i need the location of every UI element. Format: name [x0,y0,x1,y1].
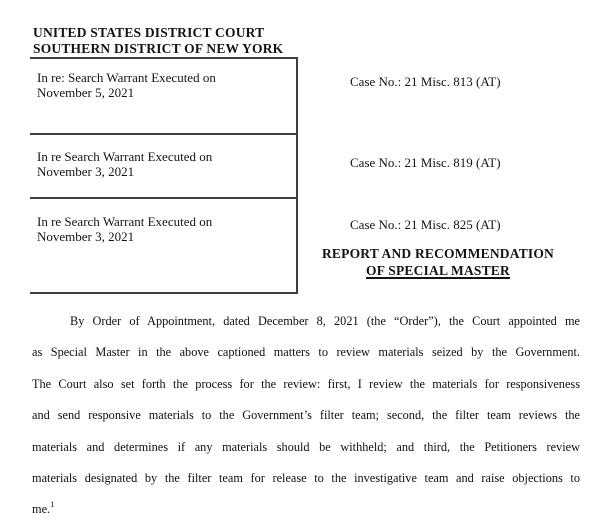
court-header [33,25,283,56]
court-name: UNITED STATES DISTRICT COURT [33,25,265,40]
title-line-2: OF SPECIAL MASTER [366,262,510,278]
body-line-7 [32,494,580,525]
caption-box [30,57,298,294]
caption-line-2: November 3, 2021 [37,163,135,179]
body-line-2: as Special Master in the above captioned matters to review materials seized by the Government. [32,345,580,360]
case-number-813: Case No.: 21 Misc. 813 (AT) [350,74,501,89]
case-number-825: Case No.: 21 Misc. 825 (AT) [350,217,501,232]
caption-line-2: November 3, 2021 [37,228,135,244]
caption-line-1: In re: Search Warrant Executed on [37,70,216,85]
caption-line-1: In re Search Warrant Executed on [37,149,213,164]
body-line-5: materials and determines if any materials should be withheld; and third, the Petitioners review [32,439,580,454]
court-district: SOUTHERN DISTRICT OF NEW YORK [33,40,284,56]
body-line-7-text: me. [32,502,51,517]
document-title [312,246,564,279]
case-number-819: Case No.: 21 Misc. 819 (AT) [350,155,501,170]
body-paragraph [32,306,580,525]
caption-section-1 [30,59,296,135]
title-line-1: REPORT AND RECOMMENDATION [321,246,555,261]
body-line-3: The Court also set forth the process for the review: first, I review the materials for responsiveness [32,376,580,391]
body-line-6: materials designated by the filter team for release to the investigative team and raise objections to [32,470,580,485]
caption-section-2 [30,135,296,199]
caption-line-1: In re Search Warrant Executed on [37,214,213,229]
body-line-4: and send responsive materials to the Government’s filter team; second, the filter team reviews the [32,408,580,423]
caption-line-2: November 5, 2021 [37,84,135,100]
caption-section-3 [30,199,296,292]
footnote-reference: 1 [50,499,55,510]
body-line-1: By Order of Appointment, dated December 8, 2021 (the “Order”), the Court appointed me [70,314,580,328]
